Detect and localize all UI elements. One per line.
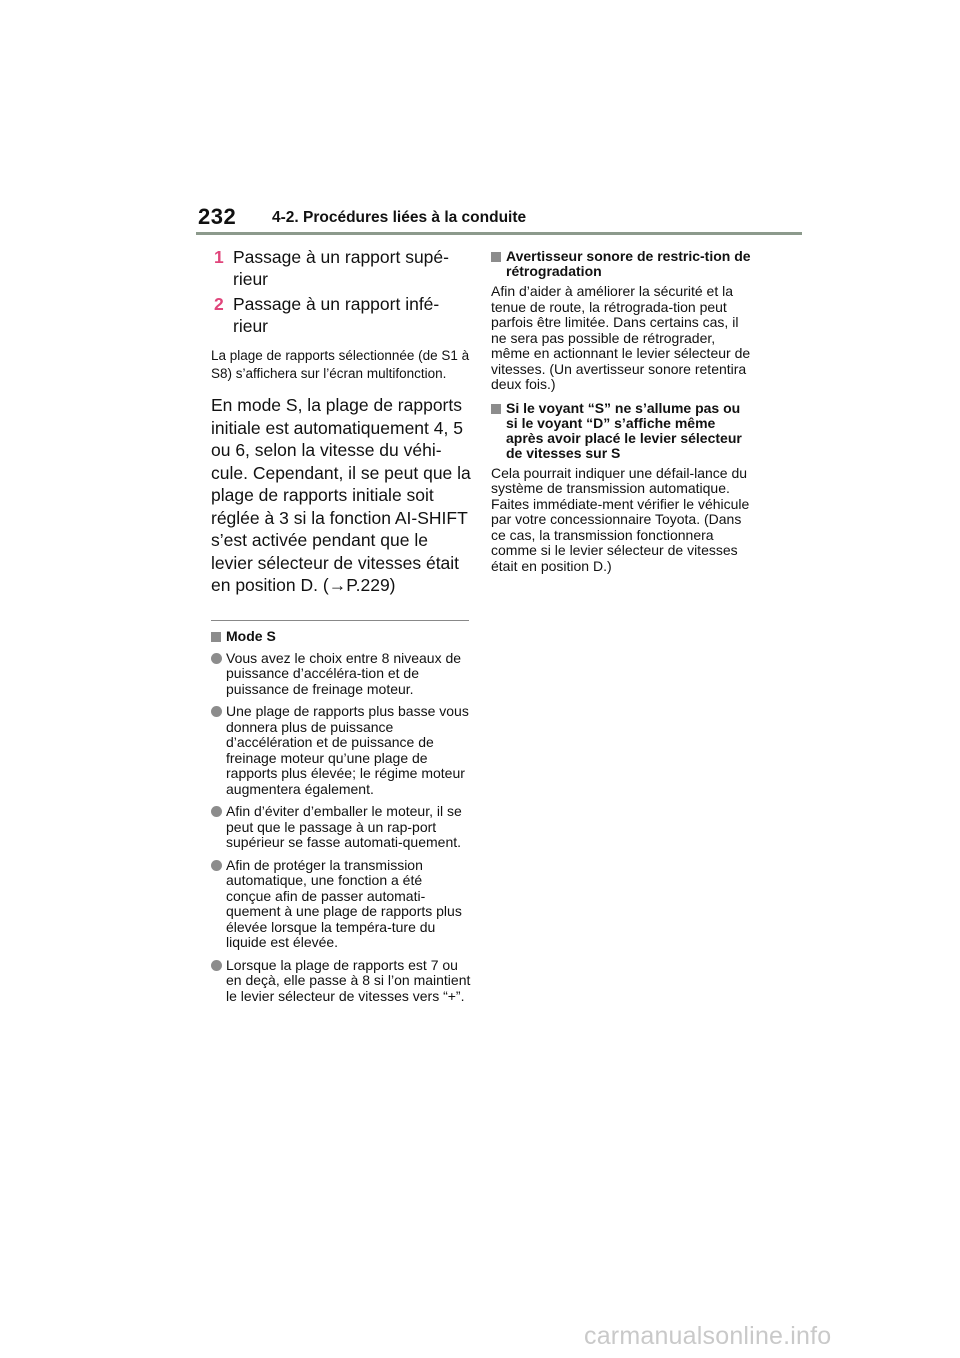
mode-s-paragraph: En mode S, la plage de rapports initiale est automatiquement 4, 5 ou 6, selon la vitesse du véhi-cule. Cependant, il se peut que la plage de rapports initiale soit réglée à 3 si la fonction AI-SHIFT s’est activée pendant que le levier sélecteur de vitesses était en position D. (→P.229) [211,395,471,595]
square-bullet-icon [211,632,221,642]
circle-bullet-icon [211,653,222,664]
right-column [491,249,753,574]
list-item-text: Lorsque la plage de rapports est 7 ou en deçà, elle passe à 8 si l’on maintient le levier sélecteur de vitesses vers “+”. [226,956,471,1004]
indicator-heading [491,401,753,461]
list-item-text: Afin d’éviter d’emballer le moteur, il se peut que le passage à un rap-port supérieur se fasse automati-quement. [226,803,462,850]
circle-bullet-icon [211,960,222,971]
list-item [211,858,471,951]
downshift-warning-heading [491,249,753,279]
step-number: 2 [214,294,224,314]
downshift-warning-heading-text: Avertisseur sonore de restric-tion de rétrogradation [506,248,751,279]
list-item-text: Afin de protéger la transmission automatique, une fonction a été conçue afin de passer automati-quement à une plage de rapports plus élevée lorsque la tempéra-ture du liquide est élevée. [226,856,462,950]
list-item-text: Vous avez le choix entre 8 niveaux de puissance d’accéléra-tion et de puissance de freinage moteur. [226,649,462,697]
circle-bullet-icon [211,806,222,817]
page-number: 232 [198,204,237,229]
list-item [211,704,471,797]
step-item [211,246,471,290]
step-text: Passage à un rapport supé- rieur [233,247,449,289]
display-note: La plage de rapports sélectionnée (de S1 à S8) s’affichera sur l’écran multifonction. [211,348,470,381]
list-item-text: Une plage de rapports plus basse vous donnera plus de puissance d’accélération et de puissance de freinage moteur qu’une plage de rapports plus élevée; le régime moteur augmentera également. [226,703,469,797]
step-number: 1 [214,247,224,267]
square-bullet-icon [491,404,501,414]
list-item [211,958,471,1005]
square-bullet-icon [491,252,501,262]
header-divider [196,232,802,235]
list-item [211,804,471,851]
circle-bullet-icon [211,706,222,717]
watermark-link[interactable]: carmanualsonline.info [584,1322,832,1350]
mode-s-heading-text: Mode S [226,627,276,644]
downshift-warning-text: Afin d’aider à améliorer la sécurité et la tenue de route, la rétrograda-tion peut parfois être limitée. Dans certains cas, il ne sera pas possible de rétrograder, même en actionnant le levier sélecteur de vitesses. (Un avertisseur sonore retentira deux fois.) [491,283,751,392]
left-column [211,246,471,1004]
list-item [211,651,471,698]
step-item [211,293,471,337]
circle-bullet-icon [211,860,222,871]
section-title: 4-2. Procédures liées à la conduite [272,209,527,226]
mode-s-heading [211,629,471,644]
section-divider [211,620,469,621]
indicator-text: Cela pourrait indiquer une défail-lance du système de transmission automatique. Faites immédiate-ment vérifier le véhicule par votre concessionnaire Toyota. (Dans ce cas, la transmission fonctionnera comme si le levier sélecteur de vitesses était en position D.) [491,464,750,574]
indicator-heading-text: Si le voyant “S” ne s’allume pas ou si le voyant “D” s’affiche même après avoir placé le levier sélecteur de vitesses sur S [506,399,742,461]
step-text: Passage à un rapport infé- rieur [233,294,440,336]
